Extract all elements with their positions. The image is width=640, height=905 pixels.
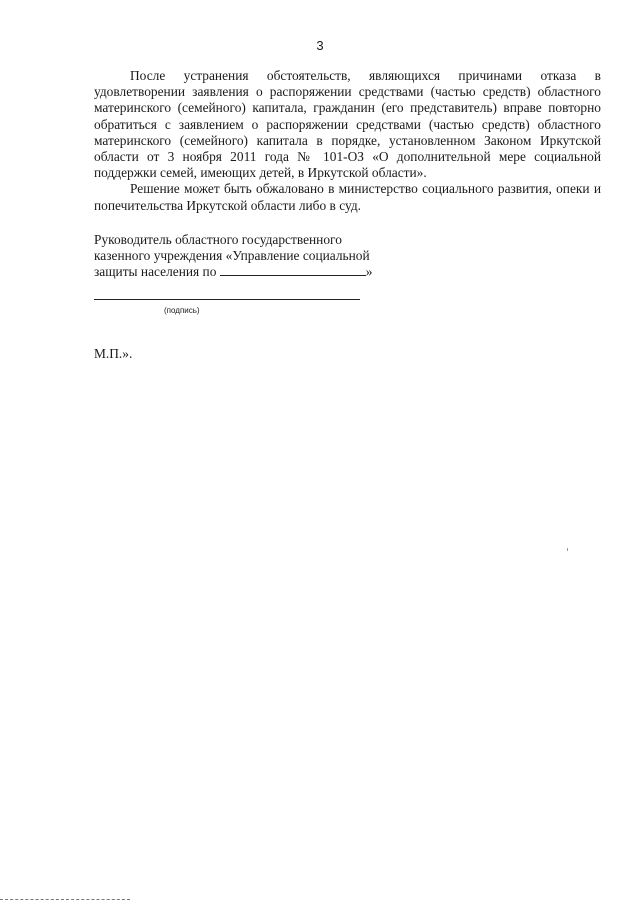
paragraph-refusal-reapply: После устранения обстоятельств, являющихся причинами отказа в удовлетворении заявления о распоряжении средствами (частью средств) областного материнского (семейного) капитала, гражданин (его представитель) вправе повторно обратиться с заявлением о распоряжении средствами (частью средств) областного материнского (семейного) капитала в порядке, установленном Законом Иркутской области от 3 ноября 2011 года № 101-ОЗ «О дополнительной мере социальной поддержки семей, имеющих детей, в Иркутской области». <box>94 68 601 181</box>
stamp-place-label: М.П.». <box>94 346 133 361</box>
signature-caption: (подпись) <box>164 306 200 315</box>
signatory-title-line-2: казенного учреждения «Управление социальной <box>94 248 370 264</box>
paragraph-appeal: Решение может быть обжаловано в министерство социального развития, опеки и попечительства Иркутской области либо в суд. <box>94 181 601 213</box>
page-number: 3 <box>316 38 324 53</box>
signature-line-row <box>94 289 362 303</box>
scan-artifact-edge <box>0 899 130 900</box>
signature-line <box>94 299 360 300</box>
signatory-title-prefix: защиты населения по <box>94 264 217 280</box>
district-blank <box>220 264 366 276</box>
signatory-title-line-1: Руководитель областного государственного <box>94 232 342 247</box>
signatory-title-suffix: » <box>365 264 373 280</box>
document-body <box>94 68 601 214</box>
signatory-title-line-3 <box>94 264 394 280</box>
scan-artifact-dot <box>567 548 568 551</box>
signature-block <box>94 232 394 281</box>
